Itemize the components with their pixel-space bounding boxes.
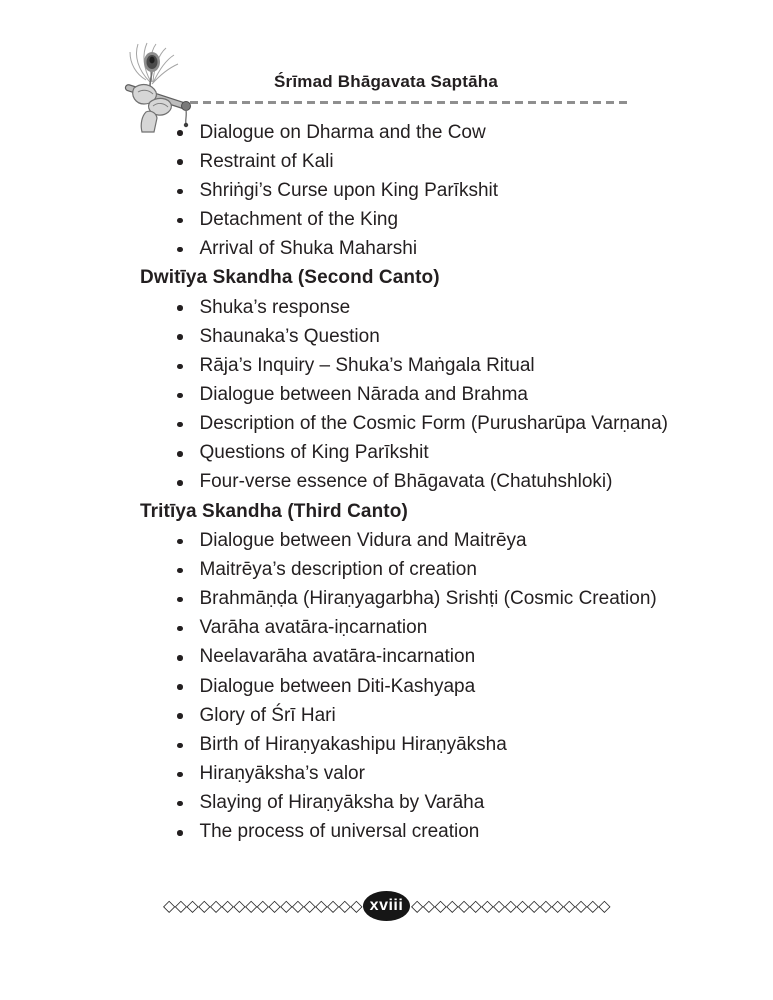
toc-entry: [140, 468, 645, 497]
bullet-icon: [177, 364, 183, 370]
bullet-icon: [177, 772, 183, 778]
toc-entry: [140, 147, 645, 176]
toc-entry: [140, 789, 645, 818]
toc-entry-label: Dialogue between Vidura and Maitrēya: [199, 529, 527, 551]
toc-entry: [140, 585, 657, 614]
bullet-icon: [177, 218, 183, 224]
diamond-ornament-right: ◇◇◇◇◇◇◇◇◇◇◇◇◇◇◇◇◇: [411, 896, 610, 915]
toc-entry: [140, 526, 645, 555]
toc-entry: [140, 351, 645, 380]
toc-entry: [140, 380, 645, 409]
toc-entry: [140, 439, 645, 468]
dashed-divider: [190, 101, 630, 104]
toc-entry: [140, 555, 645, 584]
bullet-icon: [177, 159, 183, 165]
diamond-ornament-left: ◇◇◇◇◇◇◇◇◇◇◇◇◇◇◇◇◇: [163, 896, 362, 915]
page-footer: [0, 888, 773, 924]
toc-entry: [140, 818, 645, 847]
toc-entry-label: Birth of Hiraṇyakashipu Hiraṇyāksha: [199, 733, 507, 755]
page-number: xviii: [369, 897, 404, 914]
toc-entry-label: Neelavarāha avatāra-incarnation: [199, 646, 476, 668]
toc-entry-label: Maitrēya’s description of creation: [199, 558, 477, 580]
toc-entry: [140, 730, 645, 759]
bullet-icon: [177, 568, 183, 574]
bullet-icon: [177, 247, 183, 253]
canto-heading: Tritīya Skandha (Third Canto): [140, 500, 408, 522]
toc-entry: [140, 176, 645, 205]
toc-entry-label: Brahmāṇḍa (Hiraṇyagarbha) Srishṭi (Cosmic Creation): [199, 588, 657, 610]
toc-entry-label: Dialogue on Dharma and the Cow: [199, 121, 486, 143]
toc-entry-label: Arrival of Shuka Maharshi: [199, 238, 418, 260]
bullet-icon: [177, 422, 183, 428]
bullet-icon: [177, 539, 183, 545]
bullet-icon: [177, 830, 183, 836]
canto-heading: Dwitīya Skandha (Second Canto): [140, 267, 440, 289]
bullet-icon: [177, 684, 183, 690]
bullet-icon: [177, 393, 183, 399]
bullet-icon: [177, 626, 183, 632]
toc-entry-label: Description of the Cosmic Form (Purusharūpa Varṇana): [199, 413, 669, 435]
bullet-icon: [177, 480, 183, 486]
toc-entry-label: Questions of King Parīkshit: [199, 442, 429, 464]
toc-entry-label: Dialogue between Nārada and Brahma: [199, 383, 528, 405]
toc-entry: [140, 118, 645, 147]
bullet-icon: [177, 801, 183, 807]
bullet-icon: [177, 451, 183, 457]
toc-entry: [140, 701, 645, 730]
bullet-icon: [177, 713, 183, 719]
bullet-icon: [177, 655, 183, 661]
toc-entry: [140, 322, 645, 351]
page-number-badge: [363, 891, 410, 921]
toc-entry-label: Detachment of the King: [199, 209, 399, 231]
toc-entry: [140, 205, 645, 234]
bullet-icon: [177, 189, 183, 195]
toc-entry-label: Hiraṇyāksha’s valor: [199, 763, 365, 785]
toc-entry-label: Rāja’s Inquiry – Shuka’s Maṅgala Ritual: [199, 354, 535, 376]
table-of-contents: [140, 118, 669, 847]
toc-entry: [140, 293, 645, 322]
toc-entry-label: Varāha avatāra-iṇcarnation: [199, 617, 428, 639]
toc-entry-label: Shuka’s response: [199, 296, 351, 318]
toc-entry-label: Dialogue between Diti-Kashyapa: [199, 675, 476, 697]
bullet-icon: [177, 597, 183, 603]
toc-entry-label: Shaunaka’s Question: [199, 325, 380, 347]
bullet-icon: [177, 130, 183, 136]
toc-entry-label: Shriṅgi’s Curse upon King Parīkshit: [199, 179, 499, 201]
running-head-title: Śrīmad Bhāgavata Saptāha: [274, 72, 498, 91]
toc-entry-label: Restraint of Kali: [199, 150, 334, 172]
toc-entry-label: The process of universal creation: [199, 821, 480, 843]
toc-entry: [140, 410, 669, 439]
bullet-icon: [177, 743, 183, 749]
toc-entry: [140, 614, 645, 643]
bullet-icon: [177, 334, 183, 340]
toc-entry-label: Four-verse essence of Bhāgavata (Chatuhshloki): [199, 471, 613, 493]
toc-entry: [140, 643, 645, 672]
toc-entry-label: Glory of Śrī Hari: [199, 704, 336, 726]
toc-entry: [140, 235, 645, 264]
bullet-icon: [177, 305, 183, 311]
toc-entry: [140, 759, 645, 788]
toc-entry-label: Slaying of Hiraṇyāksha by Varāha: [199, 792, 485, 814]
toc-entry: [140, 672, 645, 701]
